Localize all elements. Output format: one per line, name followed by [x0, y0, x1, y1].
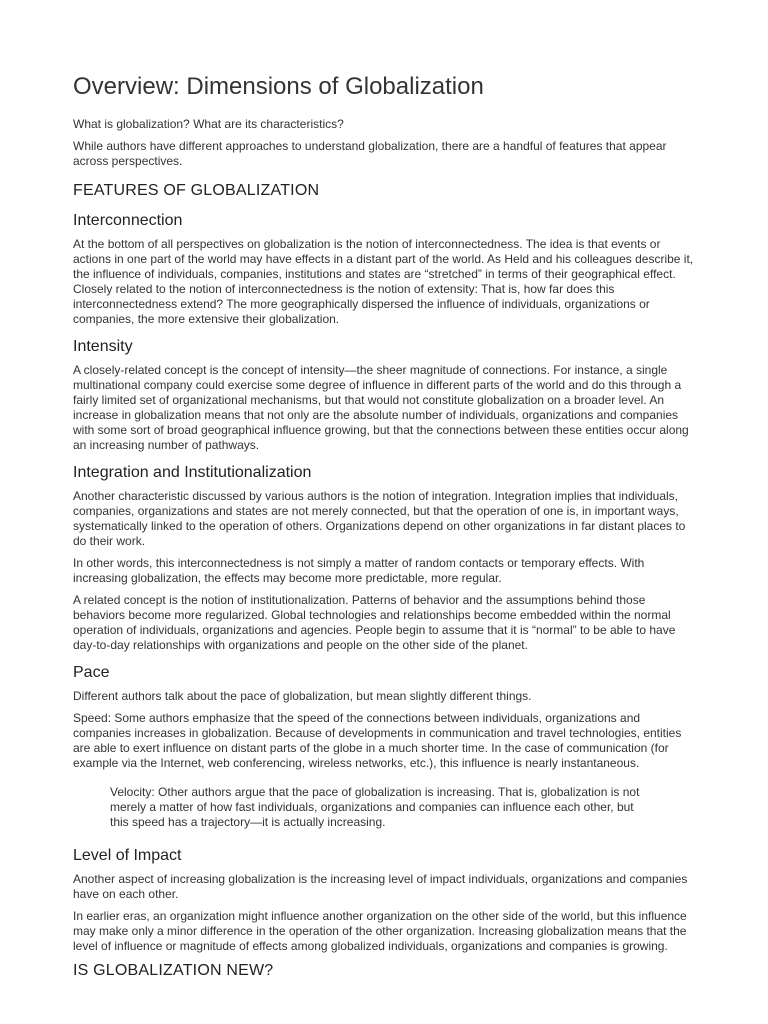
intro-paragraph: While authors have different approaches to understand globalization, there are a handful of features that appear across perspectives. — [73, 139, 667, 168]
section-heading-is-globalization-new: IS GLOBALIZATION NEW? — [73, 962, 274, 979]
paragraph: A related concept is the notion of institutionalization. Patterns of behavior and the assumptions behind those behaviors become more regularized. Global technologies and relationships become embedded within the normal operation of individuals, organizations and agencies. People begin to assume that it is “normal” to be able to have day-to-day relationships with organizations and people on the other side of the planet. — [73, 593, 676, 652]
heading-pace: Pace — [73, 664, 110, 681]
heading-level-of-impact: Level of Impact — [73, 847, 182, 864]
section-heading-features: FEATURES OF GLOBALIZATION — [73, 182, 320, 199]
page-title: Overview: Dimensions of Globalization — [73, 73, 484, 100]
paragraph: A closely-related concept is the concept of intensity—the sheer magnitude of connections. For instance, a single multinational company could exercise some degree of influence in different parts of the world and do this through a fairly limited set of organizational mechanisms, but that would not constitute globalization on a broader level. An increase in globalization means that not only are the absolute number of individuals, organizations and companies with some sort of broad geographical influence growing, but that the connections between these entities occur along an increasing number of pathways. — [73, 363, 689, 452]
paragraph: Another characteristic discussed by various authors is the notion of integration. Integration implies that individuals, companies, organizations and states are not merely connected, but that the operation of one is, in important ways, systematically linked to the operation of others. Organizations depend on other organizations in far distant places to do their work. — [73, 489, 686, 548]
paragraph: Speed: Some authors emphasize that the speed of the connections between individuals, organizations and companies increases in globalization. Because of developments in communication and travel technologies, entities are able to exert influence on distant parts of the globe in a much shorter time. In the case of communication (for example via the Internet, web conferencing, wireless networks, etc.), this influence is nearly instantaneous. — [73, 711, 682, 770]
paragraph: Another aspect of increasing globalization is the increasing level of impact individuals, organizations and companies have on each other. — [73, 872, 688, 901]
paragraph: In other words, this interconnectedness is not simply a matter of random contacts or temporary effects. With increasing globalization, the effects may become more predictable, more regular. — [73, 556, 645, 585]
block-quote: Velocity: Other authors argue that the pace of globalization is increasing. That is, globalization is not merely a matter of how fast individuals, organizations and companies can influence each other, but this speed has a trajectory—it is actually increasing. — [110, 785, 640, 829]
paragraph: In earlier eras, an organization might influence another organization on the other side of the world, but this influence may make only a minor difference in the operation of the other organization. Increasing globalization means that the level of influence or magnitude of effects among globalized individuals, organizations and companies is growing. — [73, 909, 687, 953]
paragraph: At the bottom of all perspectives on globalization is the notion of interconnectedness. The idea is that events or actions in one part of the world may have effects in a distant part of the world. As Held and his colleagues describe it, the influence of individuals, companies, institutions and states are “stretched” in terms of their geographical effect. Closely related to the notion of interconnectedness is the notion of extensity: That is, how far does this interconnectedness extend? The more geographically dispersed the influence of individuals, organizations or companies, the more extensive their globalization. — [73, 237, 694, 326]
intro-question: What is globalization? What are its characteristics? — [73, 117, 344, 131]
heading-intensity: Intensity — [73, 338, 133, 355]
heading-interconnection: Interconnection — [73, 212, 183, 229]
heading-integration: Integration and Institutionalization — [73, 464, 312, 481]
paragraph: Different authors talk about the pace of globalization, but mean slightly different things. — [73, 689, 532, 703]
